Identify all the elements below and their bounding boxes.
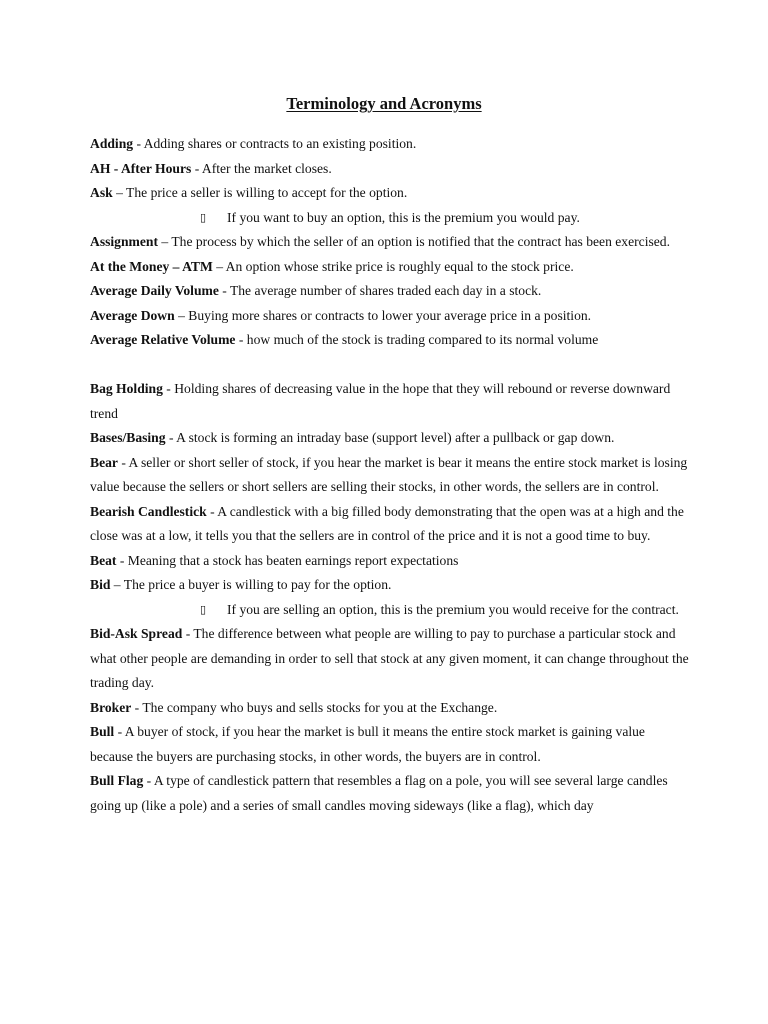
entry-separator: - [116,552,128,568]
entry-term: Bid [90,577,111,592]
entry-separator: – [174,307,189,323]
glossary-list [90,132,690,818]
entry-term: At the Money – ATM [90,258,213,274]
bullet-icon: ▯ [200,602,207,616]
entry-definition: how much of the stock is trading compared to its normal volume [246,332,599,347]
entry-term: Bearish Candlestick [90,503,207,519]
entry-term: Average Down [90,307,175,323]
entry-separator: - [131,699,143,715]
glossary-entry-bases-basing [90,426,690,451]
entry-definition: A candlestick with a big filled body demonstrating that the open was at a high and the close was at a low, it tells you that the sellers are in control of the price and it is not a good time to buy. [90,503,684,543]
entry-separator: - [165,430,177,445]
entry-definition: The price a buyer is willing to pay for the option. [123,577,392,592]
blank-line [90,353,690,378]
entry-separator: - [133,136,144,151]
glossary-entry-after-hours [90,157,690,182]
entry-definition: A type of candlestick pattern that resembles a flag on a pole, you will see several large candles going up (like a pole) and a series of small candles moving sideways (like a flag), which day [90,773,668,813]
entry-term: Beat [90,552,117,568]
entry-separator: - [117,454,129,470]
bullet-icon: ▯ [200,210,207,224]
glossary-entry-bull-flag [90,769,690,818]
entry-term: Ask [90,185,113,200]
entry-term: Adding [90,136,134,151]
entry-separator: - [162,381,175,396]
glossary-entry-bull [90,720,690,769]
glossary-entry-bid-ask-spread [90,622,690,696]
page-title: Terminology and Acronyms [286,94,482,113]
glossary-entry-assignment [90,230,690,255]
entry-term: Bull [90,724,115,739]
entry-separator: - [191,160,202,176]
entry-definition: The average number of shares traded each day in a stock. [229,283,542,298]
entry-separator: - [182,626,194,641]
entry-definition: An option whose strike price is roughly equal to the stock price. [225,258,574,274]
entry-definition: The difference between what people are willing to pay to purchase a particular stock and what other people are demanding in order to sell that stock at any given moment, it can change throughout the trading day. [90,626,689,690]
entry-term: Bull Flag [90,773,144,788]
entry-separator: - [114,724,125,739]
entry-definition: After the market closes. [201,160,332,176]
entry-term: Bag Holding [90,381,163,396]
entry-separator: - [143,773,154,788]
glossary-entry-beat [90,549,690,574]
entry-separator: – [212,258,226,274]
entry-separator: – [112,185,127,200]
entry-definition: Buying more shares or contracts to lower your average price in a position. [188,307,592,323]
entry-definition: Meaning that a stock has beaten earnings report expectations [127,552,459,568]
entry-definition: A buyer of stock, if you hear the market is bull it means the entire stock market is gaining value because the buyers are purchasing stocks, in other words, the buyers are in control. [90,724,645,764]
glossary-entry-bear [90,451,690,500]
glossary-entry-at-the-money [90,255,690,280]
entry-definition: Adding shares or contracts to an existing position. [143,136,417,151]
glossary-bullet-bid [90,598,690,623]
entry-term: AH - After Hours [90,160,192,176]
entry-definition: The price a seller is willing to accept for the option. [126,185,408,200]
glossary-bullet-ask [90,206,690,231]
entry-definition: Holding shares of decreasing value in the hope that they will rebound or reverse downward trend [90,381,671,421]
glossary-entry-average-relative-volume [90,328,690,353]
entry-term: Average Relative Volume [90,332,236,347]
glossary-entry-broker [90,696,690,721]
entry-separator: - [235,332,247,347]
entry-term: Broker [90,699,132,715]
entry-definition: A stock is forming an intraday base (support level) after a pullback or gap down. [176,430,615,445]
entry-separator: - [206,503,218,519]
bullet-text: If you want to buy an option, this is the premium you would pay. [227,209,580,225]
entry-definition: The process by which the seller of an option is notified that the contract has been exercised. [171,234,670,249]
bullet-text: If you are selling an option, this is the premium you would receive for the contract. [227,601,679,617]
glossary-entry-bag-holding [90,377,690,426]
entry-term: Average Daily Volume [90,283,219,298]
glossary-entry-average-down [90,304,690,329]
entry-definition: A seller or short seller of stock, if you hear the market is bear it means the entire stock market is losing value because the sellers or short sellers are selling their stocks, in other words, the sellers are in control. [90,454,688,494]
glossary-entry-adding [90,132,690,157]
entry-separator: - [218,283,230,298]
entry-term: Bear [90,454,118,470]
glossary-entry-ask [90,181,690,206]
entry-definition: The company who buys and sells stocks for you at the Exchange. [142,699,498,715]
glossary-entry-average-daily-volume [90,279,690,304]
entry-separator: – [157,234,172,249]
glossary-entry-bid [90,573,690,598]
entry-separator: – [110,577,124,592]
entry-term: Bid-Ask Spread [90,626,183,641]
glossary-entry-bearish-candlestick [90,500,690,549]
entry-term: Assignment [90,234,158,249]
entry-term: Bases/Basing [90,430,166,445]
